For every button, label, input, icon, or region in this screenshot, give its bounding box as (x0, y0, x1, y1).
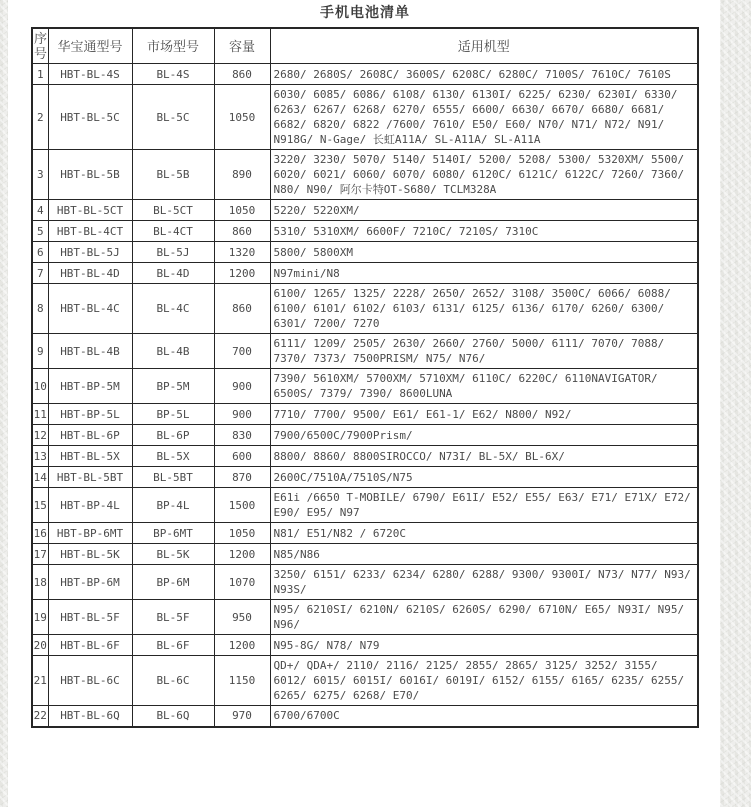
market-model-cell: BP-4L (132, 488, 214, 523)
serial-cell: 7 (32, 263, 48, 284)
serial-cell: 12 (32, 425, 48, 446)
header-capacity: 容量 (214, 28, 270, 64)
serial-cell: 3 (32, 150, 48, 200)
market-model-cell: BL-5BT (132, 467, 214, 488)
compatible-models-cell: 7710/ 7700/ 9500/ E61/ E61-1/ E62/ N800/ N92/ (270, 404, 698, 425)
compatible-models-cell: 2680/ 2680S/ 2608C/ 3600S/ 6208C/ 6280C/ 7100S/ 7610C/ 7610S (270, 64, 698, 85)
compatible-models-cell: N95/ 6210SI/ 6210N/ 6210S/ 6260S/ 6290/ 6710N/ E65/ N93I/ N95/ N96/ (270, 600, 698, 635)
table-row (32, 369, 698, 404)
header-serial: 序号 (32, 28, 48, 64)
capacity-cell: 870 (214, 467, 270, 488)
compatible-models-cell: 3250/ 6151/ 6233/ 6234/ 6280/ 6288/ 9300/ 9300I/ N73/ N77/ N93/ N93S/ (270, 565, 698, 600)
document-panel (8, 0, 720, 807)
capacity-cell: 700 (214, 334, 270, 369)
serial-cell: 4 (32, 200, 48, 221)
capacity-cell: 1500 (214, 488, 270, 523)
capacity-cell: 1200 (214, 544, 270, 565)
header-market-model: 市场型号 (132, 28, 214, 64)
table-row (32, 242, 698, 263)
capacity-cell: 900 (214, 369, 270, 404)
page-title: 手机电池清单 (320, 4, 410, 20)
market-model-cell: BP-5L (132, 404, 214, 425)
huabaotong-model-cell: HBT-BL-6Q (48, 706, 132, 727)
table-row (32, 656, 698, 706)
huabaotong-model-cell: HBT-BL-5X (48, 446, 132, 467)
market-model-cell: BL-4C (132, 284, 214, 334)
huabaotong-model-cell: HBT-BP-4L (48, 488, 132, 523)
serial-cell: 6 (32, 242, 48, 263)
serial-cell: 16 (32, 523, 48, 544)
capacity-cell: 970 (214, 706, 270, 727)
market-model-cell: BL-5B (132, 150, 214, 200)
table-row (32, 334, 698, 369)
capacity-cell: 1200 (214, 263, 270, 284)
compatible-models-cell: 7900/6500C/7900Prism/ (270, 425, 698, 446)
serial-cell: 2 (32, 85, 48, 150)
huabaotong-model-cell: HBT-BL-4CT (48, 221, 132, 242)
huabaotong-model-cell: HBT-BL-4C (48, 284, 132, 334)
table-row (32, 150, 698, 200)
market-model-cell: BL-6Q (132, 706, 214, 727)
compatible-models-cell: N97mini/N8 (270, 263, 698, 284)
market-model-cell: BL-5J (132, 242, 214, 263)
huabaotong-model-cell: HBT-BP-6MT (48, 523, 132, 544)
serial-cell: 11 (32, 404, 48, 425)
compatible-models-cell: 5310/ 5310XM/ 6600F/ 7210C/ 7210S/ 7310C (270, 221, 698, 242)
table-row (32, 544, 698, 565)
market-model-cell: BL-4D (132, 263, 214, 284)
capacity-cell: 600 (214, 446, 270, 467)
huabaotong-model-cell: HBT-BP-5M (48, 369, 132, 404)
huabaotong-model-cell: HBT-BL-5K (48, 544, 132, 565)
serial-cell: 13 (32, 446, 48, 467)
huabaotong-model-cell: HBT-BL-5BT (48, 467, 132, 488)
compatible-models-cell: 8800/ 8860/ 8800SIROCCO/ N73I/ BL-5X/ BL-6X/ (270, 446, 698, 467)
capacity-cell: 860 (214, 284, 270, 334)
table-row (32, 565, 698, 600)
huabaotong-model-cell: HBT-BL-5CT (48, 200, 132, 221)
market-model-cell: BL-5K (132, 544, 214, 565)
table-row (32, 488, 698, 523)
table-row (32, 200, 698, 221)
serial-cell: 19 (32, 600, 48, 635)
table-row (32, 284, 698, 334)
capacity-cell: 1320 (214, 242, 270, 263)
huabaotong-model-cell: HBT-BL-5J (48, 242, 132, 263)
market-model-cell: BP-6MT (132, 523, 214, 544)
serial-cell: 8 (32, 284, 48, 334)
serial-cell: 21 (32, 656, 48, 706)
huabaotong-model-cell: HBT-BP-5L (48, 404, 132, 425)
market-model-cell: BL-4CT (132, 221, 214, 242)
capacity-cell: 1150 (214, 656, 270, 706)
huabaotong-model-cell: HBT-BL-6C (48, 656, 132, 706)
compatible-models-cell: QD+/ QDA+/ 2110/ 2116/ 2125/ 2855/ 2865/ 3125/ 3252/ 3155/ 6012/ 6015/ 6015I/ 6016I/ 6019I/ 6152/ 6155/ 6165/ 6235/ 6255/ 6265/ 6275/ 6268/ E70/ (270, 656, 698, 706)
compatible-models-cell: 6100/ 1265/ 1325/ 2228/ 2650/ 2652/ 3108/ 3500C/ 6066/ 6088/ 6100/ 6101/ 6102/ 6103/ 6131/ 6125/ 6136/ 6170/ 6260/ 6300/ 6301/ 7200/ 7270 (270, 284, 698, 334)
compatible-models-cell: 3220/ 3230/ 5070/ 5140/ 5140I/ 5200/ 5208/ 5300/ 5320XM/ 5500/ 6020/ 6021/ 6060/ 6070/ 6080/ 6120C/ 6121C/ 6122C/ 7260/ 7360/ N80/ N90/ 阿尔卡特OT-S680/ TCLM328A (270, 150, 698, 200)
huabaotong-model-cell: HBT-BL-4S (48, 64, 132, 85)
table-row (32, 467, 698, 488)
huabaotong-model-cell: HBT-BL-4D (48, 263, 132, 284)
serial-cell: 15 (32, 488, 48, 523)
table-body (32, 64, 698, 727)
huabaotong-model-cell: HBT-BL-6F (48, 635, 132, 656)
capacity-cell: 830 (214, 425, 270, 446)
market-model-cell: BL-5X (132, 446, 214, 467)
compatible-models-cell: E61i /6650 T-MOBILE/ 6790/ E61I/ E52/ E55/ E63/ E71/ E71X/ E72/ E90/ E95/ N97 (270, 488, 698, 523)
table-row (32, 600, 698, 635)
serial-cell: 1 (32, 64, 48, 85)
capacity-cell: 1050 (214, 200, 270, 221)
huabaotong-model-cell: HBT-BL-6P (48, 425, 132, 446)
capacity-cell: 1200 (214, 635, 270, 656)
serial-cell: 22 (32, 706, 48, 727)
compatible-models-cell: 6700/6700C (270, 706, 698, 727)
market-model-cell: BL-6C (132, 656, 214, 706)
compatible-models-cell: N95-8G/ N78/ N79 (270, 635, 698, 656)
battery-table (31, 27, 699, 728)
market-model-cell: BL-5C (132, 85, 214, 150)
market-model-cell: BP-6M (132, 565, 214, 600)
table-row (32, 635, 698, 656)
compatible-models-cell: N85/N86 (270, 544, 698, 565)
market-model-cell: BL-6F (132, 635, 214, 656)
table-row (32, 706, 698, 727)
compatible-models-cell: 5800/ 5800XM (270, 242, 698, 263)
huabaotong-model-cell: HBT-BP-6M (48, 565, 132, 600)
table-row (32, 263, 698, 284)
capacity-cell: 860 (214, 221, 270, 242)
table-row (32, 85, 698, 150)
serial-cell: 14 (32, 467, 48, 488)
serial-cell: 10 (32, 369, 48, 404)
market-model-cell: BL-5CT (132, 200, 214, 221)
serial-cell: 18 (32, 565, 48, 600)
header-compatible-models: 适用机型 (270, 28, 698, 64)
header-huabaotong-model: 华宝通型号 (48, 28, 132, 64)
table-header-row (32, 28, 698, 64)
compatible-models-cell: 2600C/7510A/7510S/N75 (270, 467, 698, 488)
market-model-cell: BL-4B (132, 334, 214, 369)
serial-cell: 9 (32, 334, 48, 369)
table-row (32, 221, 698, 242)
serial-cell: 5 (32, 221, 48, 242)
huabaotong-model-cell: HBT-BL-5B (48, 150, 132, 200)
serial-cell: 20 (32, 635, 48, 656)
table-row (32, 425, 698, 446)
capacity-cell: 1070 (214, 565, 270, 600)
market-model-cell: BL-6P (132, 425, 214, 446)
compatible-models-cell: 6030/ 6085/ 6086/ 6108/ 6130/ 6130I/ 6225/ 6230/ 6230I/ 6330/ 6263/ 6267/ 6268/ 6270/ 6555/ 6600/ 6630/ 6670/ 6680/ 6681/ 6682/ 6820/ 6822 /7600/ 7610/ E50/ E60/ N70/ N71/ N72/ N91/ N918G/ N-Gage/ 长虹A11A/ SL-A11A/ SL-A11A (270, 85, 698, 150)
market-model-cell: BL-5F (132, 600, 214, 635)
table-row (32, 523, 698, 544)
serial-cell: 17 (32, 544, 48, 565)
huabaotong-model-cell: HBT-BL-4B (48, 334, 132, 369)
huabaotong-model-cell: HBT-BL-5F (48, 600, 132, 635)
compatible-models-cell: 7390/ 5610XM/ 5700XM/ 5710XM/ 6110C/ 6220C/ 6110NAVIGATOR/ 6500S/ 7379/ 7390/ 8600LUNA (270, 369, 698, 404)
capacity-cell: 860 (214, 64, 270, 85)
market-model-cell: BP-5M (132, 369, 214, 404)
capacity-cell: 950 (214, 600, 270, 635)
market-model-cell: BL-4S (132, 64, 214, 85)
capacity-cell: 1050 (214, 523, 270, 544)
table-row (32, 404, 698, 425)
table-row (32, 64, 698, 85)
compatible-models-cell: 5220/ 5220XM/ (270, 200, 698, 221)
capacity-cell: 900 (214, 404, 270, 425)
table-row (32, 446, 698, 467)
capacity-cell: 1050 (214, 85, 270, 150)
compatible-models-cell: 6111/ 1209/ 2505/ 2630/ 2660/ 2760/ 5000/ 6111/ 7070/ 7088/ 7370/ 7373/ 7500PRISM/ N75/ N76/ (270, 334, 698, 369)
compatible-models-cell: N81/ E51/N82 / 6720C (270, 523, 698, 544)
capacity-cell: 890 (214, 150, 270, 200)
huabaotong-model-cell: HBT-BL-5C (48, 85, 132, 150)
